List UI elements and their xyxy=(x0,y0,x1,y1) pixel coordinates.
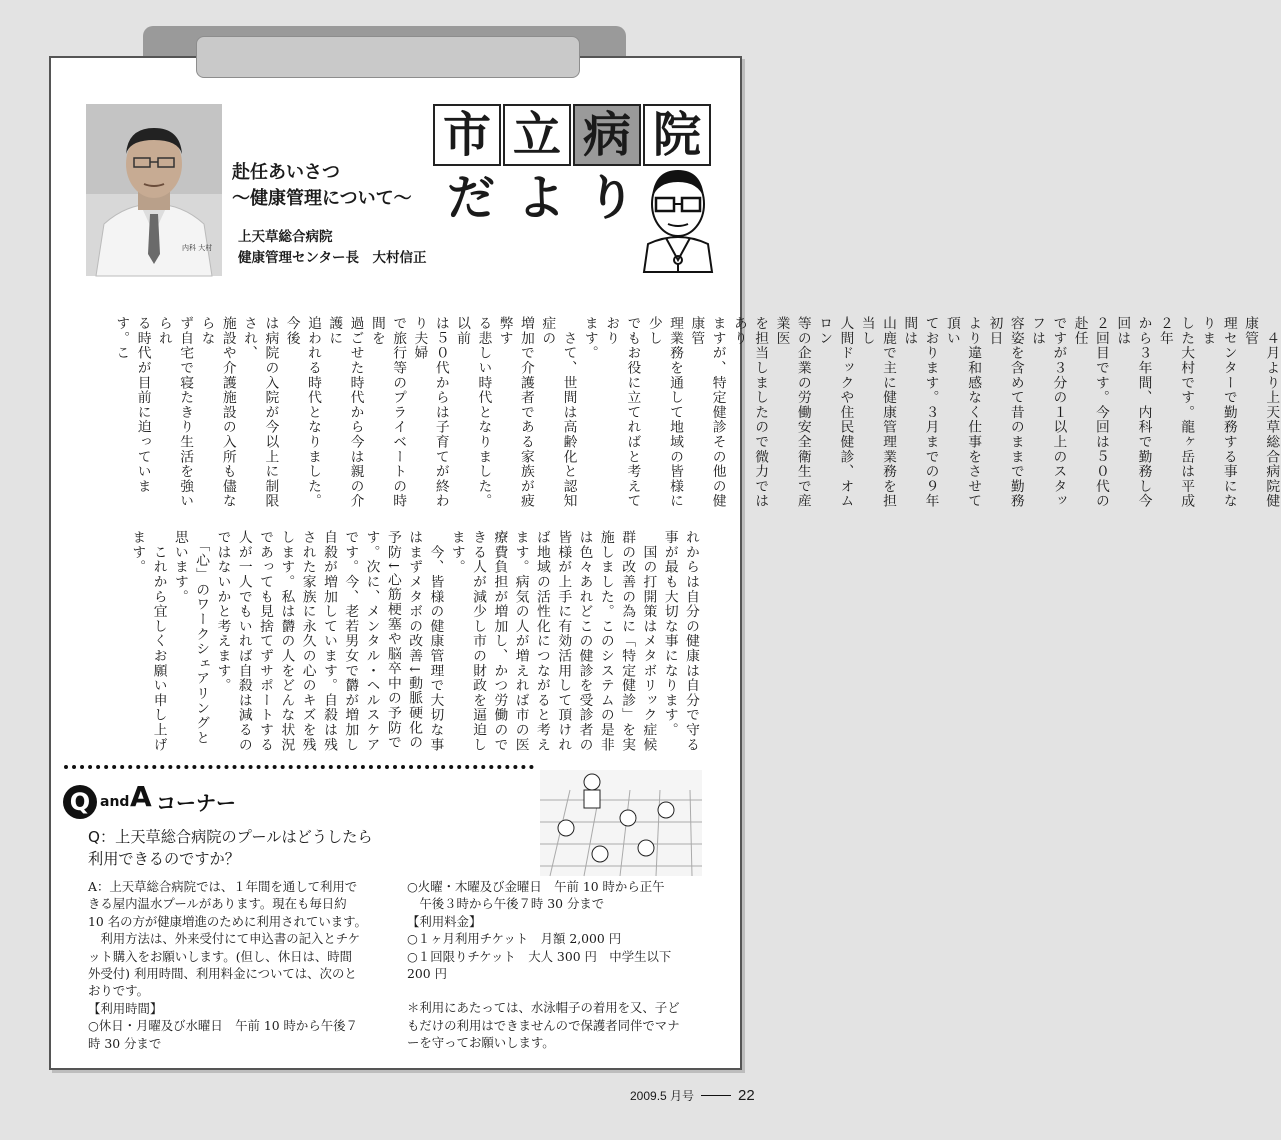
section-divider xyxy=(64,765,534,769)
qa-question xyxy=(88,826,373,870)
answer-line: きる屋内温水プールがあります。現在も毎日約 xyxy=(88,896,347,912)
answer-line: ＊利用にあたっては、水泳帽子の着用を又、子ど xyxy=(407,1000,680,1016)
answer-line: ○１回限りチケット 大人 300 円 中学生以下 xyxy=(407,948,672,964)
issue-label: 2009.5 月号 xyxy=(630,1089,695,1103)
answer-line: ○休日・月曜及び水曜日 午前 10 時から午後７ xyxy=(88,1018,358,1034)
qa-corner-logo xyxy=(58,776,278,826)
answer-line: 外受付) 利用時間、利用料金については、次のと xyxy=(88,966,357,982)
page-footer xyxy=(630,1087,755,1104)
footer-rule xyxy=(701,1095,731,1096)
answer-line: 午後３時から午後７時 30 分まで xyxy=(407,896,605,912)
answer-line: ーを守ってお願いします。 xyxy=(407,1035,555,1051)
answer-line: 時 30 分まで xyxy=(88,1035,162,1051)
title-char: 病 xyxy=(573,104,641,166)
answer-line: 【利用料金】 xyxy=(407,913,482,929)
answer-line: 200 円 xyxy=(407,966,447,982)
qa-and: and xyxy=(100,794,130,810)
title-char: 立 xyxy=(503,104,571,166)
article-heading xyxy=(232,160,412,212)
doctor-photo-image xyxy=(86,104,222,276)
nameplate: 内科 大村 xyxy=(182,244,213,252)
answer-line: ○１ヶ月利用チケット 月額 2,000 円 xyxy=(407,931,622,947)
answer-line: おりです。 xyxy=(88,983,149,999)
qa-answer-right xyxy=(407,878,680,1052)
qa-q-letter: Q xyxy=(69,788,91,816)
clipboard-clip xyxy=(196,36,580,78)
answer-line: 10 名の方が健康増進のために利用されています。 xyxy=(88,913,367,929)
title-char: 院 xyxy=(643,104,711,166)
answer-line: 【利用時間】 xyxy=(88,1000,163,1016)
answer-line: ○火曜・木曜及び金曜日 午前 10 時から正午 xyxy=(407,879,665,894)
hospital-name: 上天草総合病院 xyxy=(238,229,333,245)
title-char: よ xyxy=(516,170,565,226)
doctor-cartoon-icon xyxy=(640,164,716,272)
title-char: り xyxy=(586,170,635,226)
heading-line2: ～健康管理について～ xyxy=(232,188,412,209)
title-char: だ xyxy=(446,170,495,226)
doctor-photo xyxy=(86,104,222,276)
title-char: 市 xyxy=(433,104,501,166)
question-line: 利用できるのですか？ xyxy=(88,850,240,868)
author-byline xyxy=(238,227,426,269)
pool-illustration xyxy=(540,770,702,876)
question-line: Q：上天草総合病院のプールはどうしたら xyxy=(88,828,373,846)
answer-line xyxy=(407,982,680,999)
author-position-name: 健康管理センター長 大村信正 xyxy=(238,250,427,266)
answer-line: 利用方法は、外来受付にて申込書の記入とチケ xyxy=(88,931,361,947)
qa-a-letter: A xyxy=(130,780,152,813)
swimmers-image xyxy=(540,770,702,876)
answer-line: A：上天草総合病院では、１年間を通して利用で xyxy=(88,879,358,894)
answer-line: ット購入をお願いします。(但し、休日は、時間 xyxy=(88,948,353,964)
qa-corner-label: コーナー xyxy=(156,791,236,815)
answer-line: もだけの利用はできませんので保護者同伴でマナ xyxy=(407,1017,680,1033)
page-number: 22 xyxy=(738,1087,755,1104)
article-body-block1: ４月より上天草総合病院健康管 理センターで勤務する事になりま した大村です。龍ヶ岳は平成２年 から３年間、内科で勤務し今回は ２回目です。今回は５０代の赴任 ですが３分の１以上のスタッフは 容姿を含めて昔のままで勤務初日 より違和感なく仕事をさせて頂い ております。３月までの９年間は 山鹿で主に健康管理業務を担当し 人間ドックや住民健診、オムロン 等の企業の労働安全衛生で産業医 を担当しましたので微力ではあり ますが、特定健診その他の健康管 理業務を通して地域の皆様に少し でもお役に立てればと考えており ます。 さて、世間は高齢化と認知症の 増加で介護者である家族が疲弊す る悲しい時代となりました。以前 は５０代からは子育てが終わり夫婦 で旅行等のプライベートの時間を 過ごせた時代から今は親の介護に 追われる時代となりました。今後 は病院の入院が今以上に制限され、 施設や介護施設の入所も儘ならな ず自宅で寝たきり生活を強いられ る時代が目前に迫っています。こ xyxy=(113,316,1280,509)
heading-line1: 赴任あいさつ xyxy=(232,162,340,183)
qa-answer-left xyxy=(88,878,367,1052)
article-body-block2: れからは自分の健康は自分で守る 事が最も大切な事になります。 国の打開策はメタボリック症候 群の改善の為に「特定健診」を実 施しました。このシステムの是非 は色々あれどこの健診を受診者の 皆様が上手に有効活用して頂けれ ば地域の活性化につながると考え ます。病気の人が増えれば市の医 療費負担が増加し、かつ労働ので きる人が減少し市の財政を逼迫し ます。 今、皆様の健康管理で大切な事 はまずメタボの改善↓動脈硬化の 予防↓心筋梗塞や脳卒中の予防で す。次に、メンタル・ヘルスケア です。今、老若男女で欝が増加し 自殺が増加しています。自殺は残 された家族に永久の心のキズを残 します。私は欝の人をどんな状況 であっても見捨てずサポートする 人が一人でもいれば自殺は減るの ではないかと考えます。 「心」のワークシェアリングと 思います。 これから宜しくお願い申し上げ ます。 xyxy=(129,530,700,752)
